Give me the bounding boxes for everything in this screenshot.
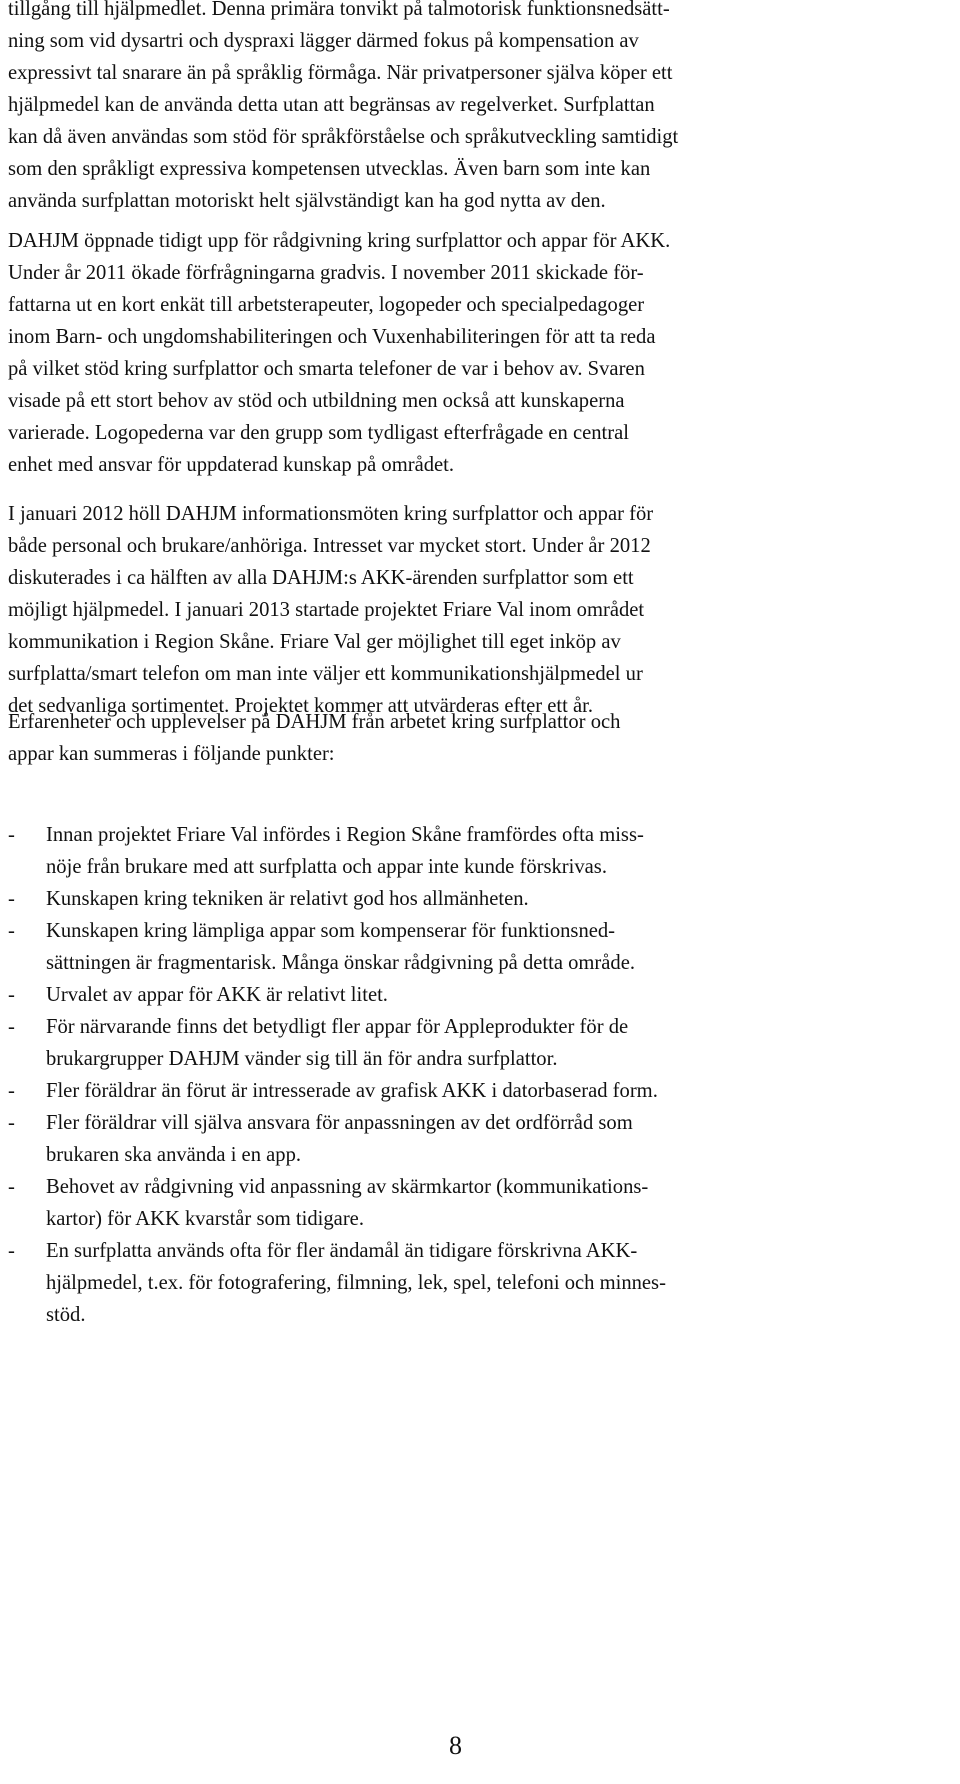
- text-line: expressivt tal snarare än på språklig förmåga. När privatpersoner själva köper ett: [8, 62, 673, 84]
- text-line: brukargrupper DAHJM vänder sig till än för andra surfplattor.: [46, 1048, 558, 1070]
- text-line: använda surfplattan motoriskt helt självständigt kan ha god nytta av den.: [8, 190, 606, 212]
- text-line: brukaren ska använda i en app.: [46, 1144, 302, 1166]
- text-line: sättningen är fragmentarisk. Många önskar rådgivning på detta område.: [46, 952, 636, 974]
- paragraph-hjalpmedel: [8, 0, 954, 217]
- text-line: Fler föräldrar än förut är intresserade av grafisk AKK i datorbaserad form.: [46, 1080, 658, 1102]
- list-item: [8, 1171, 954, 1235]
- text-line: appar kan summeras i följande punkter:: [8, 743, 335, 765]
- text-line: Urvalet av appar för AKK är relativt litet.: [46, 984, 388, 1006]
- text-line: både personal och brukare/anhöriga. Intresset var mycket stort. Under år 2012: [8, 535, 651, 557]
- text-line: inom Barn- och ungdomshabiliteringen och Vuxenhabiliteringen för att ta reda: [8, 326, 656, 348]
- text-line: surfplatta/smart telefon om man inte väljer ett kommunikationshjälpmedel ur: [8, 663, 643, 685]
- list-item: [8, 915, 954, 979]
- text-line: Kunskapen kring lämpliga appar som kompenserar för funktionsned-: [46, 920, 616, 942]
- text-line: stöd.: [46, 1304, 86, 1326]
- list-item: [8, 819, 954, 883]
- text-line: varierade. Logopederna var den grupp som tydligast efterfrågade en central: [8, 422, 629, 444]
- list-dash: -: [8, 888, 15, 910]
- text-line: möjligt hjälpmedel. I januari 2013 startade projektet Friare Val inom området: [8, 599, 645, 621]
- text-line: I januari 2012 höll DAHJM informationsmöten kring surfplattor och appar för: [8, 503, 654, 525]
- list-dash: -: [8, 1016, 15, 1038]
- list-dash: -: [8, 1176, 15, 1198]
- text-line: enhet med ansvar för uppdaterad kunskap på området.: [8, 454, 455, 476]
- list-dash: -: [8, 1240, 15, 1262]
- text-line: ning som vid dysartri och dyspraxi lägger därmed fokus på kompensation av: [8, 30, 639, 52]
- text-line: kan då även användas som stöd för språkförståelse och språkutveckling samtidigt: [8, 126, 679, 148]
- text-line: det sedvanliga sortimentet. Projektet kommer att utvärderas efter ett år.: [8, 695, 594, 717]
- list-item: [8, 1075, 954, 1107]
- text-line: DAHJM öppnade tidigt upp för rådgivning kring surfplattor och appar för AKK.: [8, 230, 671, 252]
- text-line: kartor) för AKK kvarstår som tidigare.: [46, 1208, 364, 1230]
- list-dash: -: [8, 1112, 15, 1134]
- text-line: Kunskapen kring tekniken är relativt god hos allmänheten.: [46, 888, 529, 910]
- page-number: 8: [449, 1731, 462, 1760]
- text-line: Erfarenheter och upplevelser på DAHJM från arbetet kring surfplattor och: [8, 711, 621, 733]
- experience-list: [8, 819, 954, 1331]
- list-item: [8, 979, 954, 1011]
- list-item: [8, 883, 954, 915]
- paragraph-informationsmoten: [8, 498, 954, 722]
- text-line: diskuterades i ca hälften av alla DAHJM:s AKK-ärenden surfplattor som ett: [8, 567, 634, 589]
- list-dash: -: [8, 920, 15, 942]
- text-line: visade på ett stort behov av stöd och utbildning men också att kunskaperna: [8, 390, 625, 412]
- text-line: Innan projektet Friare Val infördes i Region Skåne framfördes ofta miss-: [46, 824, 644, 846]
- text-line: hjälpmedel, t.ex. för fotografering, filmning, lek, spel, telefoni och minnes-: [46, 1272, 666, 1294]
- text-line: på vilket stöd kring surfplattor och smarta telefoner de var i behov av. Svaren: [8, 358, 645, 380]
- text-line: som den språkligt expressiva kompetensen utvecklas. Även barn som inte kan: [8, 158, 651, 180]
- list-item: [8, 1011, 954, 1075]
- list-dash: -: [8, 824, 15, 846]
- text-line: kommunikation i Region Skåne. Friare Val ger möjlighet till eget inköp av: [8, 631, 621, 653]
- paragraph-radgivning: [8, 225, 954, 481]
- list-item: [8, 1107, 954, 1171]
- text-line: Fler föräldrar vill själva ansvara för anpassningen av det ordförråd som: [46, 1112, 633, 1134]
- list-dash: -: [8, 1080, 15, 1102]
- text-line: tillgång till hjälpmedlet. Denna primära tonvikt på talmotorisk funktionsnedsätt-: [8, 0, 670, 20]
- text-line: fattarna ut en kort enkät till arbetsterapeuter, logopeder och specialpedagoger: [8, 294, 645, 316]
- text-line: Behovet av rådgivning vid anpassning av skärmkartor (kommunikations-: [46, 1176, 649, 1198]
- list-dash: -: [8, 984, 15, 1006]
- text-line: För närvarande finns det betydligt fler appar för Appleprodukter för de: [46, 1016, 629, 1038]
- list-item: [8, 1235, 954, 1331]
- text-line: nöje från brukare med att surfplatta och appar inte kunde förskrivas.: [46, 856, 607, 878]
- text-line: En surfplatta används ofta för fler ändamål än tidigare förskrivna AKK-: [46, 1240, 638, 1262]
- paragraph-erfarenheter-intro: [8, 706, 954, 770]
- text-line: Under år 2011 ökade förfrågningarna gradvis. I november 2011 skickade för-: [8, 262, 644, 284]
- text-line: hjälpmedel kan de använda detta utan att begränsas av regelverket. Surfplattan: [8, 94, 655, 116]
